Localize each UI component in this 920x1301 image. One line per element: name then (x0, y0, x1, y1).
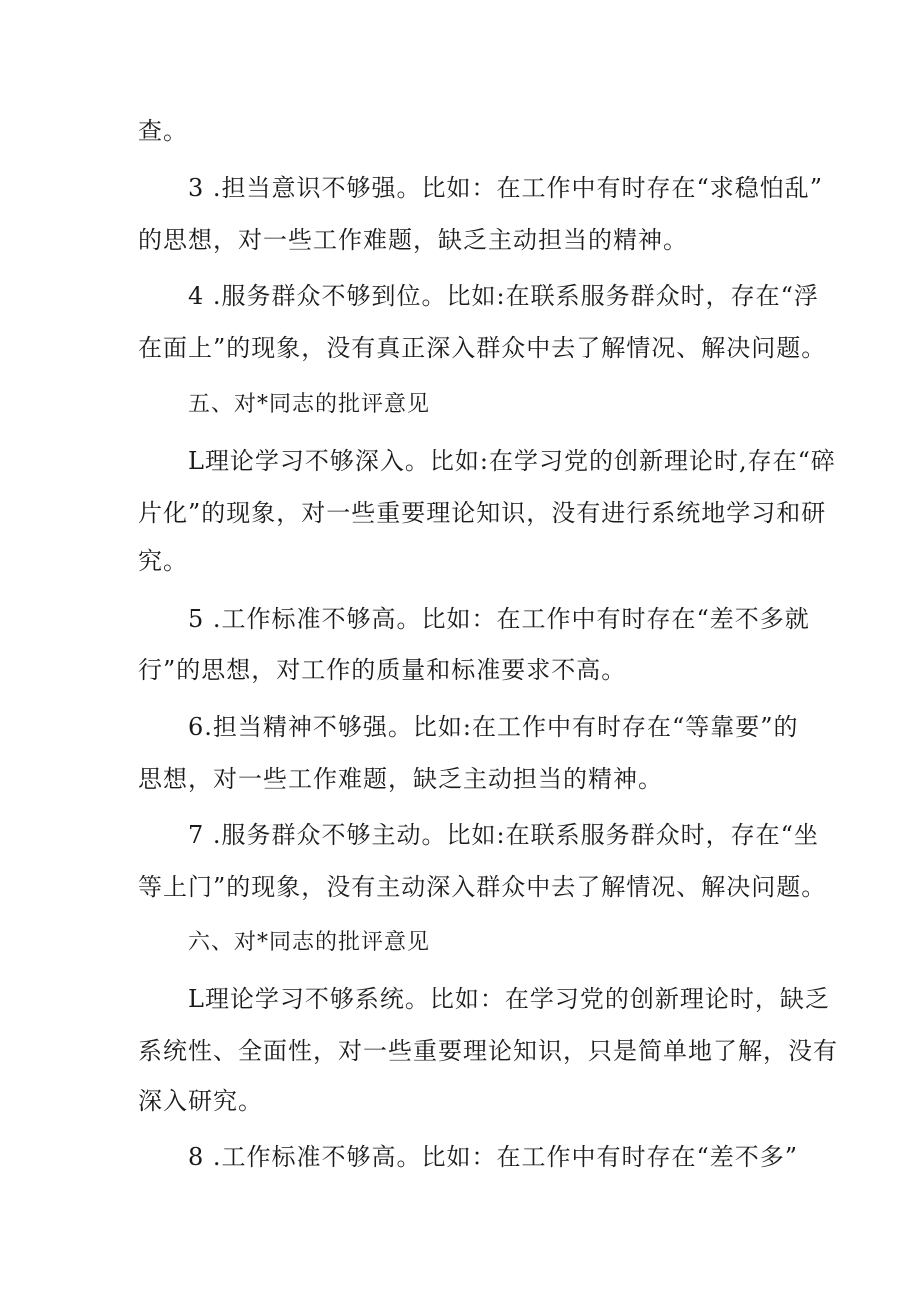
line-text: 5 .工作标准不够高。比如：在工作中有时存在“差不多就 (188, 605, 810, 633)
line-text: 的思想，对一些工作难题，缺乏主动担当的精神。 (138, 226, 688, 254)
line-text: 4 .服务群众不够到位。比如:在联系服务群众时，存在“浮 (188, 282, 819, 310)
line-text: L理论学习不够深入。比如:在学习党的创新理论时,存在“碎 (188, 447, 836, 475)
line-text: 查。 (138, 117, 188, 145)
line-text: 深入研究。 (138, 1087, 263, 1115)
line-text: 6.担当精神不够强。比如:在工作中有时存在“等靠要”的 (188, 713, 799, 741)
line-text: 等上门”的现象，没有主动深入群众中去了解情况、解决问题。 (138, 873, 827, 901)
line-text: 行”的思想，对工作的质量和标准要求不高。 (138, 656, 627, 684)
line-text: 7 .服务群众不够主动。比如:在联系服务群众时，存在“坐 (188, 821, 819, 849)
line-text: 8 .工作标准不够高。比如：在工作中有时存在“差不多” (188, 1143, 799, 1171)
section-heading-text: 五、对*同志的批评意见 (188, 392, 431, 417)
line-text: 在面上”的现象，没有真正深入群众中去了解情况、解决问题。 (138, 334, 827, 362)
line-text: 思想，对一些工作难题，缺乏主动担当的精神。 (138, 765, 663, 793)
line-text: 片化”的现象，对一些重要理论知识，没有进行系统地学习和研 (138, 499, 827, 527)
line-text: L理论学习不够系统。比如：在学习党的创新理论时，缺乏 (188, 985, 830, 1013)
section-heading-text: 六、对*同志的批评意见 (188, 930, 431, 955)
line-text: 3 .担当意识不够强。比如：在工作中有时存在“求稳怕乱” (188, 174, 824, 202)
line-text: 究。 (138, 547, 188, 575)
line-text: 系统性、全面性，对一些重要理论知识，只是简单地了解，没有 (138, 1037, 838, 1065)
